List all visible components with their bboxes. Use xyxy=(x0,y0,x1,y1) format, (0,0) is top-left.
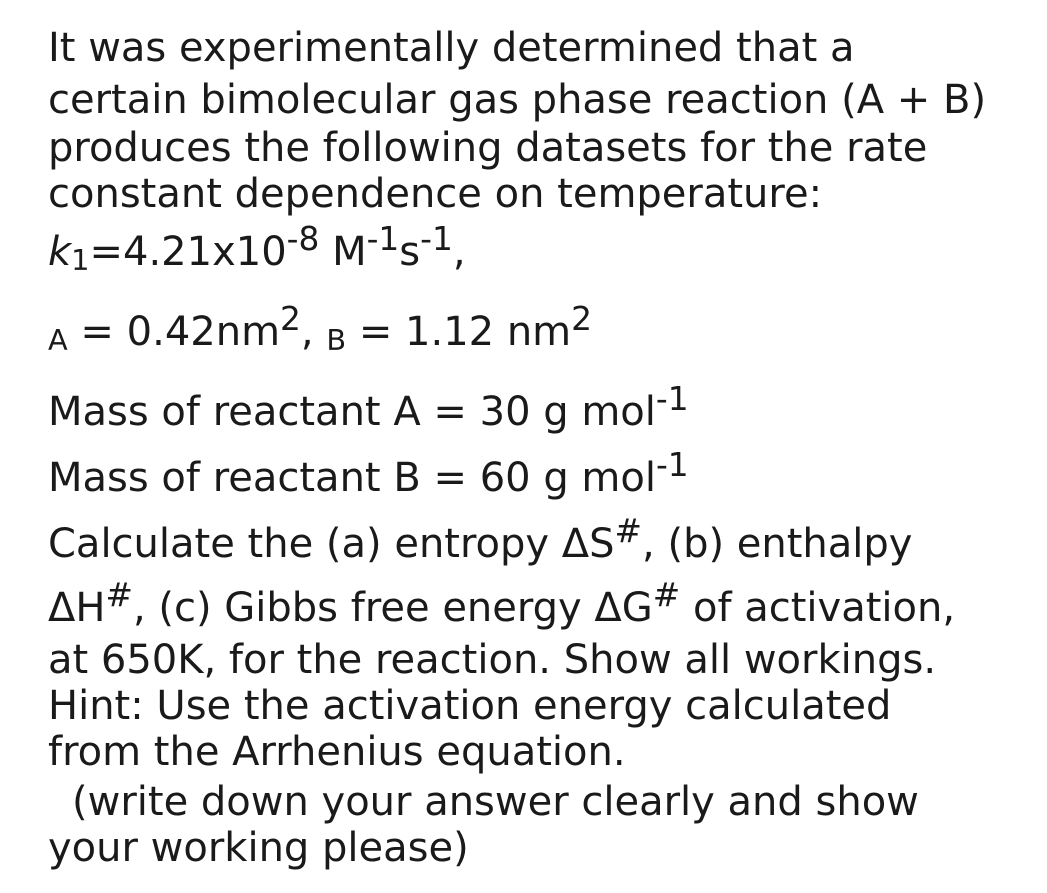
unit-M-exponent: -1 xyxy=(366,220,400,259)
hash-superscript: # xyxy=(105,576,133,615)
k-symbol: k xyxy=(48,229,72,275)
unit-M: M xyxy=(319,229,367,275)
calculate-line-1 xyxy=(48,512,913,567)
k-value: =4.21x10 xyxy=(89,229,287,275)
hash-superscript: # xyxy=(652,576,681,615)
text-line-working: your working please) xyxy=(48,825,469,871)
hash-superscript: # xyxy=(614,512,643,551)
mass-a-text: Mass of reactant A = 30 g mol xyxy=(48,389,656,435)
rate-constant-line xyxy=(48,220,466,278)
mass-a-line xyxy=(48,380,689,435)
comma: , xyxy=(452,229,466,275)
cross-section-line xyxy=(48,300,593,358)
text-line-at-650k: at 650K, for the reaction. Show all workings. xyxy=(48,637,937,683)
text-line-3: produces the following datasets for the rate xyxy=(48,125,928,171)
sigma-a-value: = 0.42nm xyxy=(67,309,281,355)
mass-b-exponent: -1 xyxy=(655,446,689,485)
calc-line2-mid: , (c) Gibbs free energy ΔG xyxy=(132,585,653,631)
mass-b-line xyxy=(48,446,689,501)
sigma-separator: , xyxy=(300,309,327,355)
mass-a-exponent: -1 xyxy=(655,380,689,419)
sigma-b-label: B xyxy=(326,323,347,358)
sigma-a-exponent: 2 xyxy=(280,300,301,339)
k-exponent: -8 xyxy=(286,220,320,259)
calc-line1-post: , (b) enthalpy xyxy=(642,521,913,567)
text-line-arrhenius: from the Arrhenius equation. xyxy=(48,729,626,775)
unit-s: s xyxy=(399,229,421,275)
sigma-b-exponent: 2 xyxy=(571,300,593,339)
mass-b-text: Mass of reactant B = 60 g mol xyxy=(48,455,656,501)
calc-line2-post: of activation, xyxy=(680,585,956,631)
text-line-2: certain bimolecular gas phase reaction (A + B) xyxy=(48,77,987,123)
unit-s-exponent: -1 xyxy=(420,220,453,259)
text-line-1: It was experimentally determined that a xyxy=(48,25,855,71)
text-line-write-down: (write down your answer clearly and show xyxy=(72,779,919,825)
calc-line1-pre: Calculate the (a) entropy ΔS xyxy=(48,521,615,567)
calc-line2-pre: ΔH xyxy=(48,585,106,631)
text-line-hint: Hint: Use the activation energy calculated xyxy=(48,683,892,729)
k-index: 1 xyxy=(71,243,90,278)
calculate-line-2 xyxy=(48,576,956,631)
sigma-b-value: = 1.12 nm xyxy=(346,309,572,355)
sigma-a-label: A xyxy=(48,323,68,358)
text-line-4: constant dependence on temperature: xyxy=(48,171,823,217)
